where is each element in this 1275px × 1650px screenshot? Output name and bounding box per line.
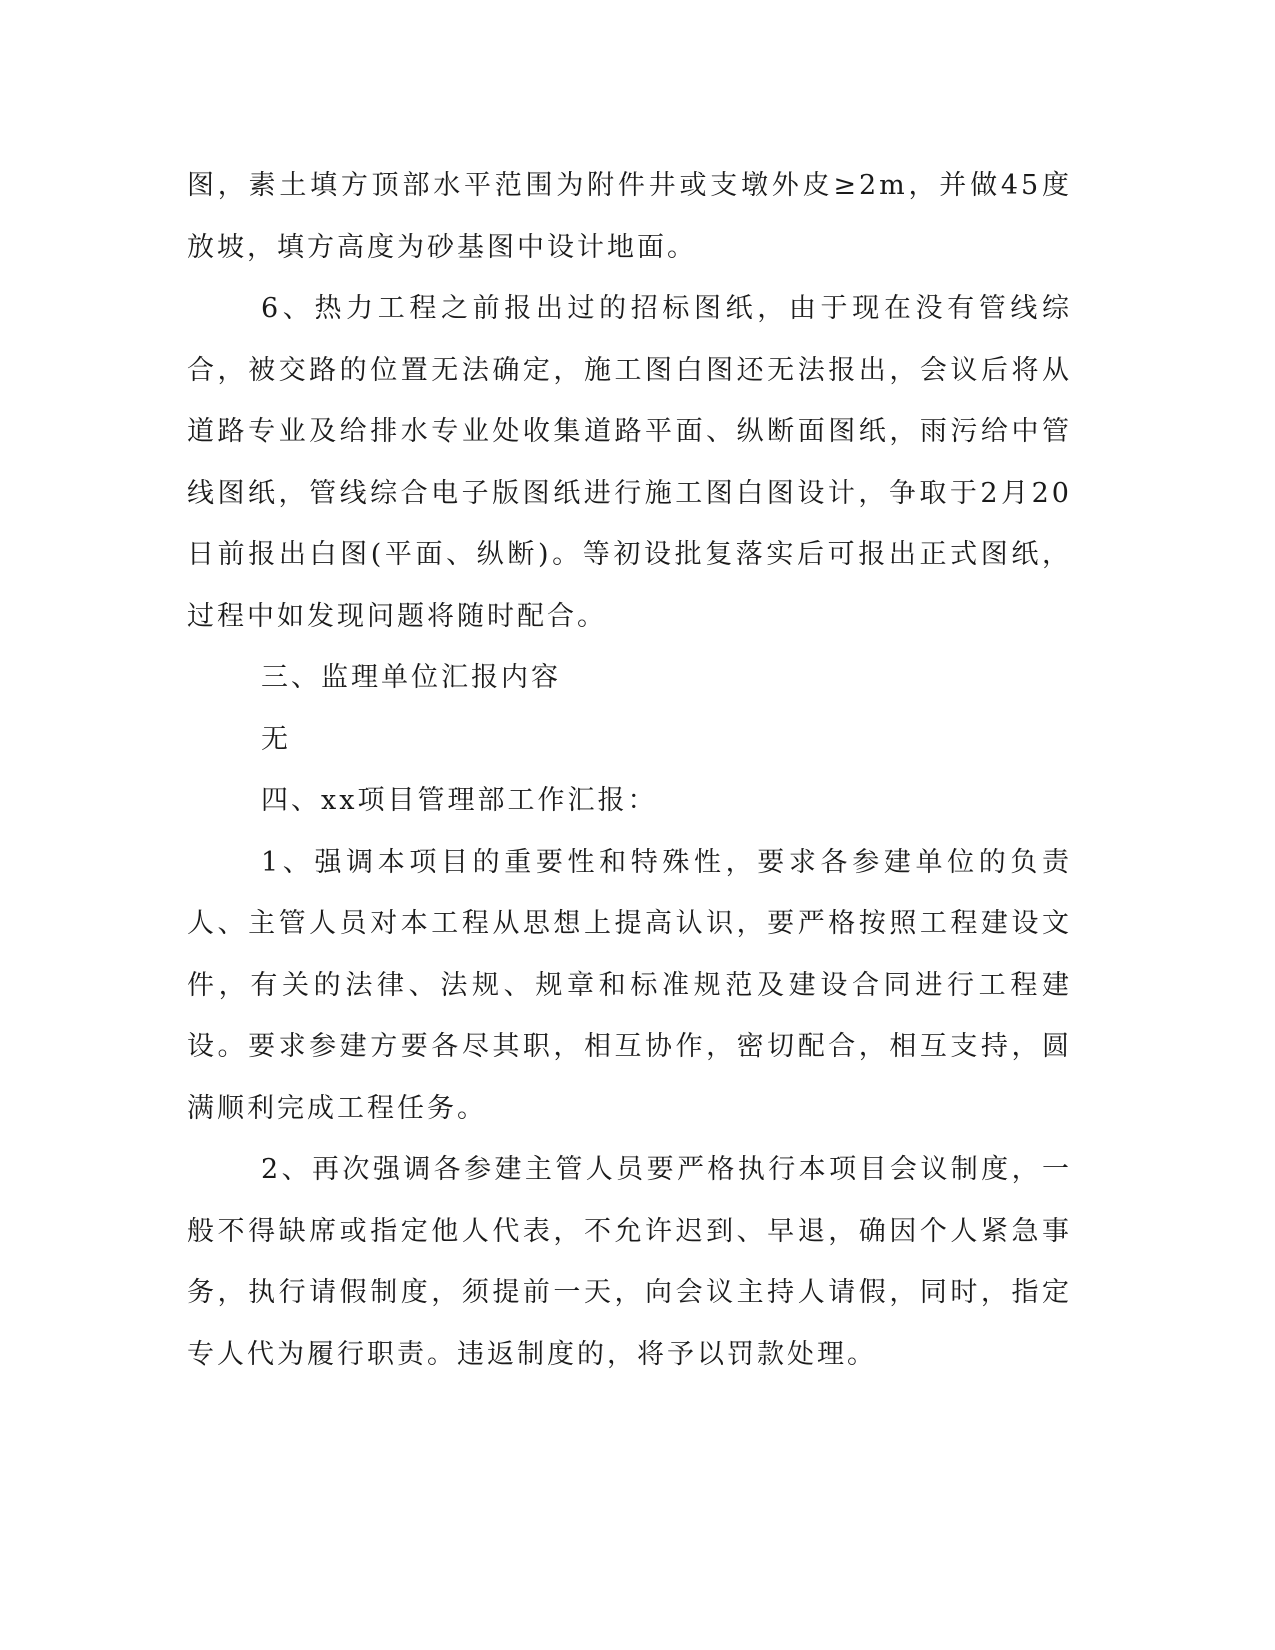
section-heading-supervision-report: 三、监理单位汇报内容 [261, 662, 561, 693]
paragraph-item-1-importance: 1、强调本项目的重要性和特殊性，要求各参建单位的负责人、主管人员对本工程从思想上提高认识，要严格按照工程建设文件，有关的法律、法规、规章和标准规范及建设合同进行工程建设。要求参建方要各尽其职，相互协作，密切配合，相互支持，圆满顺利完成工程任务。 [187, 846, 1072, 1124]
paragraph-continuation: 图，素土填方顶部水平范围为附件井或支墩外皮≥2m，并做45度放坡，填方高度为砂基图中设计地面。 [187, 170, 1072, 263]
paragraph-item-2-meeting-rules: 2、再次强调各参建主管人员要严格执行本项目会议制度，一般不得缺席或指定他人代表，不允许迟到、早退，确因个人紧急事务，执行请假制度，须提前一天，向会议主持人请假，同时，指定专人代为履行职责。违返制度的，将予以罚款处理。 [187, 1154, 1072, 1370]
document-body [187, 155, 1072, 1385]
paragraph-item-6-heating-drawings: 6、热力工程之前报出过的招标图纸，由于现在没有管线综合，被交路的位置无法确定，施工图白图还无法报出，会议后将从道路专业及给排水专业处收集道路平面、纵断面图纸，雨污给中管线图纸，管线综合电子版图纸进行施工图白图设计，争取于2月20日前报出白图(平面、纵断)。等初设批复落实后可报出正式图纸，过程中如发现问题将随时配合。 [187, 293, 1072, 632]
section-heading-project-management-report: 四、xx项目管理部工作汇报： [261, 785, 658, 816]
paragraph-none: 无 [261, 723, 291, 755]
